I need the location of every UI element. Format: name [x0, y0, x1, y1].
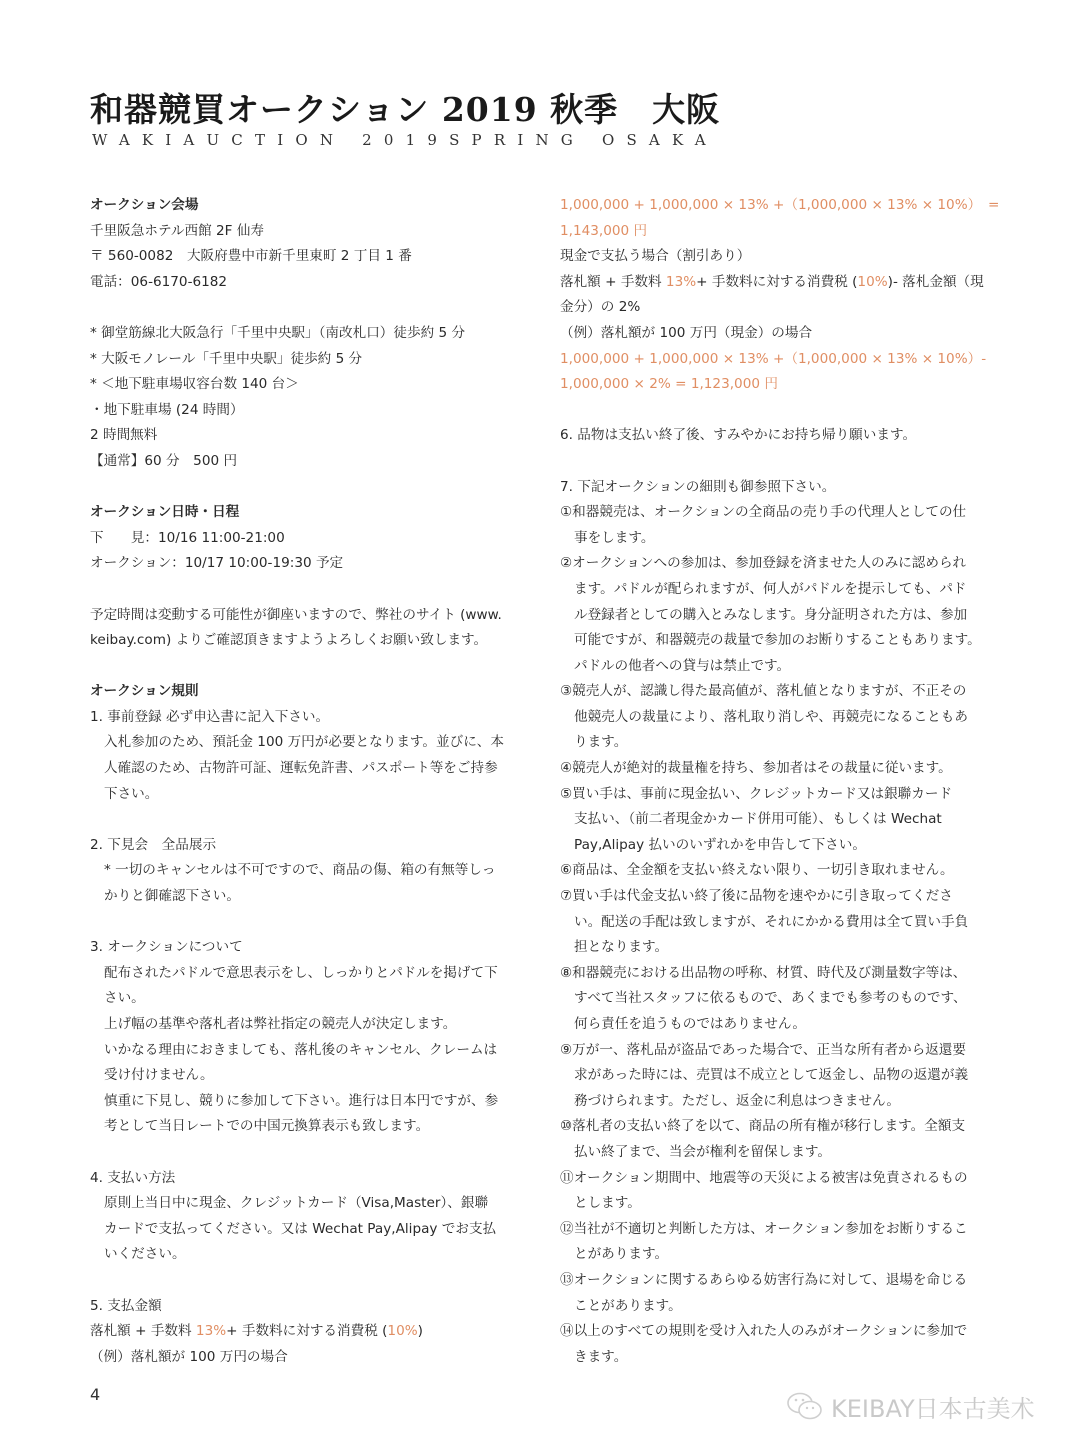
text-line: 1,143,000 円 [560, 222, 648, 239]
text-line: とします。 [574, 1195, 641, 1212]
text-line: 受け付けません。 [104, 1067, 214, 1084]
page-number: 4 [90, 1385, 101, 1404]
text-line: ⑬オークションに関するあらゆる妨害行為に対して、退場を命じる [560, 1271, 968, 1288]
text-line: ・地下駐車場 (24 時間） [90, 401, 244, 418]
highlight-value: 10% [857, 273, 888, 290]
page-subtitle: WAKIAUCTION 2019SPRING OSAKA [92, 131, 718, 149]
text-line: ⑧和器競売における出品物の呼称、材質、時代及び測量数字等は、 [560, 964, 967, 981]
text-segment: + 手数料に対する消費税 ( [696, 273, 858, 290]
text-line: （例）落札額が 100 万円の場合 [90, 1348, 288, 1365]
text-line: 5. 支払金額 [90, 1297, 162, 1314]
text-line: （例）落札額が 100 万円（現金）の場合 [560, 324, 813, 341]
spacer [560, 398, 1000, 424]
text-segment: )- 落札金額（現 [887, 273, 984, 290]
text-line: 現金で支払う場合（割引あり） [560, 248, 751, 265]
text-line: ります。 [574, 734, 628, 751]
text-line: 予定時間は変動する可能性が御座いますので、弊社のサイト (www. [90, 606, 502, 623]
text-line: ⑨万が一、落札品が盗品であった場合で、正当な所有者から返還要 [560, 1041, 966, 1058]
text-line: ⑪オークション期間中、地震等の天災による被害は免責されるもの [560, 1169, 968, 1186]
text-line: * 御堂筋線北大阪急行「千里中央駅」（南改札口）徒歩約 5 分 [90, 324, 466, 341]
spacer [90, 910, 530, 936]
text-line: 担となります。 [574, 939, 669, 956]
text-segment: 落札額 + 手数料 [90, 1323, 196, 1340]
text-line: オークション：10/17 10:00-19:30 予定 [90, 555, 344, 572]
text-line: パドルの他者への貸与は禁止です。 [574, 657, 791, 674]
text-line: 下さい。 [104, 785, 159, 802]
spacer [90, 295, 530, 321]
spacer [90, 807, 530, 833]
text-line: 【通常】60 分 500 円 [90, 452, 238, 469]
text-line: 原則上当日中に現金、クレジットカード（Visa,Master）、銀聯 [104, 1195, 489, 1212]
text-segment: ) [417, 1323, 423, 1340]
watermark [785, 1389, 1035, 1424]
text-line: 配布されたパドルで意思表示をし、しっかりとパドルを掲げて下 [104, 964, 498, 981]
text-line: 金分）の 2% [560, 299, 641, 316]
text-line: 7. 下記オークションの細則も御参照下さい。 [560, 478, 836, 495]
text-line: とがあります。 [574, 1246, 669, 1263]
text-line: 1,000,000 + 1,000,000 × 13% +（1,000,000 × 13% × 10%） = [560, 197, 1000, 213]
text-segment: 落札額 + 手数料 [560, 273, 666, 290]
highlight-value: 13% [195, 1323, 227, 1340]
text-line: ます。パドルが配られますが、何人がパドルを提示しても、パド [574, 580, 967, 597]
text-line: 求があった時には、売買は不成立として返金し、品物の返還が義 [574, 1067, 969, 1084]
text-line: * 一切のキャンセルは不可ですので、商品の傷、箱の有無等しっ [104, 862, 496, 879]
spacer [90, 1140, 530, 1166]
text-line: いかなる理由におきましても、落札後のキャンセル、クレームは [104, 1041, 498, 1058]
text-line: い。配送の手配は致しますが、それにかかる費用は全て買い手負 [574, 913, 969, 930]
spacer [90, 1268, 530, 1294]
left-column [90, 193, 530, 1370]
spacer [90, 654, 530, 680]
text-line: ⑤買い手は、事前に現金払い、クレジットカード又は銀聯カード [560, 785, 953, 802]
text-line: 〒 560-0082 大阪府豊中市新千里東町 2 丁目 1 番 [90, 248, 412, 265]
text-line: ①和器競売は、オークションの全商品の売り手の代理人としての仕 [560, 504, 967, 521]
text-line: 可能ですが、和器競売の裁量で参加のお断りすることもあります。 [574, 632, 981, 649]
text-line: 1,000,000 + 1,000,000 × 13% +（1,000,000 × 13% × 10%）- [560, 350, 987, 367]
text-line: オークション日時・日程 [90, 504, 240, 521]
text-line [560, 270, 1000, 296]
text-line: 3. オークションについて [90, 939, 243, 956]
text-line: 下 見：10/16 11:00-21:00 [90, 529, 285, 546]
text-line: 1,000,000 × 2% = 1,123,000 円 [560, 376, 778, 393]
text-line: ⑦買い手は代金支払い終了後に品物を速やかに引き取ってくださ [560, 888, 953, 905]
highlight-value: 13% [665, 273, 697, 290]
text-line: 務づけられます。ただし、返金に利息はつきません。 [574, 1092, 900, 1109]
text-line: 考として当日レートでの中国元換算表示も致します。 [104, 1118, 430, 1135]
text-line: 人確認のため、古物許可証、運転免許書、パスポート等をご持参 [104, 760, 498, 777]
text-line: 上げ幅の基準や落札者は弊社指定の競売人が決定します。 [104, 1016, 457, 1032]
spacer [560, 449, 1000, 475]
text-line: 2. 下見会 全品展示 [90, 836, 217, 853]
text-line: * ＜地下駐車場収容台数 140 台＞ [90, 376, 299, 393]
text-line: 慎重に下見し、競りに参加して下さい。進行は日本円ですが、参 [104, 1092, 499, 1109]
text-line: Pay,Alipay 払いのいずれかを申告して下さい。 [574, 836, 866, 853]
text-line: 4. 支払い方法 [90, 1169, 176, 1186]
text-line: さい。 [104, 990, 145, 1007]
text-line: 電話：06-6170-6182 [90, 273, 228, 290]
text-line: かりと御確認下さい。 [104, 888, 240, 905]
text-line: すべて当社スタッフに依るもので、あくまでも参考のものです、 [574, 990, 967, 1007]
text-line: 他競売人の裁量により、落札取り消しや、再競売になることもあ [574, 708, 968, 725]
text-line: 払い終了まで、当会が権利を留保します。 [574, 1143, 831, 1160]
text-line: 1. 事前登録 必ず申込書に記入下さい。 [90, 708, 330, 725]
text-line: 支払い、（前二者現金かカード併用可能）、もしくは Wechat [574, 811, 942, 828]
spacer [90, 577, 530, 603]
text-line: カードで支払ってください。又は Wechat Pay,Alipay でお支払 [104, 1220, 497, 1237]
text-line: いください。 [104, 1246, 186, 1263]
text-line: 入札参加のため、預託金 100 万円が必要となります。並びに、本 [104, 734, 504, 751]
text-line: ⑩落札者の支払い終了を以て、商品の所有権が移行します。全額支 [560, 1118, 966, 1135]
text-line: ③競売人が、認識し得た最高値が、落札値となりますが、不正その [560, 683, 967, 700]
text-line: ⑥商品は、全金額を支払い終えない限り、一切引き取れません。 [560, 862, 954, 879]
watermark-text: KEIBAY日本古美术 [831, 1395, 1035, 1423]
text-line: 何ら責任を追うものではありません。 [574, 1016, 806, 1032]
text-line: ②オークションへの参加は、参加登録を済ませた人のみに認められ [560, 555, 967, 572]
text-segment: + 手数料に対する消費税 ( [226, 1323, 388, 1340]
text-line: ④競売人が絶対的裁量権を持ち、参加者はその裁量に従います。 [560, 760, 952, 777]
page-title: 和器競買オークション 2019 秋季 大阪 [90, 90, 721, 129]
text-line: ル登録者としての購入とみなします。身分証明された方は、参加 [574, 606, 968, 623]
text-line [90, 1319, 530, 1345]
text-line: オークション規則 [90, 683, 199, 700]
text-line: きます。 [574, 1348, 628, 1365]
right-column [560, 193, 1000, 1370]
wechat-icon [785, 1391, 825, 1423]
text-line: ことがあります。 [574, 1297, 682, 1314]
spacer [90, 475, 530, 501]
text-line: 事をします。 [574, 529, 655, 546]
text-line: keibay.com) よりご確認頂きますようよろしくお願い致します。 [90, 632, 488, 649]
text-line: ⑫当社が不適切と判断した方は、オークション参加をお断りするこ [560, 1220, 968, 1237]
text-line: 2 時間無料 [90, 427, 158, 444]
highlight-value: 10% [387, 1323, 418, 1340]
text-line: 6. 品物は支払い終了後、すみやかにお持ち帰り願います。 [560, 427, 917, 444]
text-line: * 大阪モノレール「千里中央駅」徒歩約 5 分 [90, 350, 363, 367]
text-line: ⑭以上のすべての規則を受け入れた人のみがオークションに参加で [560, 1323, 968, 1340]
text-line: オークション会場 [90, 197, 199, 213]
text-line: 千里阪急ホテル西館 2F 仙寿 [90, 222, 264, 239]
